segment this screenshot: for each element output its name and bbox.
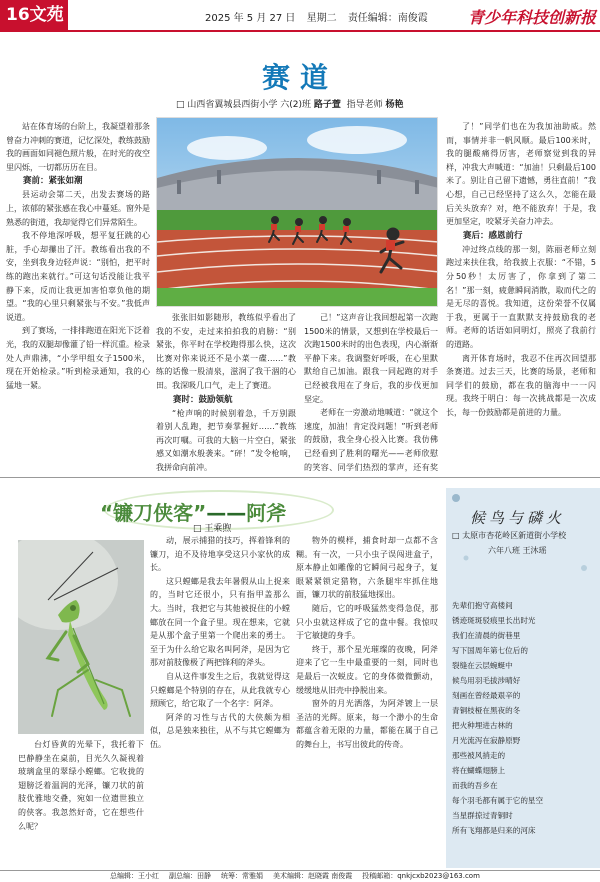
article1-column-4 [446,120,596,472]
article2-author: 王乘煦 [204,524,232,534]
article1-byline [176,97,404,110]
poem-body [452,598,596,868]
article2-column-1 [18,738,144,868]
footer-credit: 总编辑：王小红 [110,872,159,880]
mantis-photo [18,540,144,734]
poem-line: 将在蝴蝶翅膀上 [452,766,506,775]
poem-line: 先辈们抱守高楼间 [452,601,513,610]
paragraph: 阿斧的习性与古代的大侠颇为相似，总是独来独往，从不与其它螳螂为伍。 [150,712,290,749]
paragraph: 老师在一旁激动地喊道：“就这个速度，加油！肯定没问题！”听到老师的鼓励，我全身心投入比赛。我仿佛已经看到了胜利的曙光——老师欣慰的笑容、同学们热烈的掌声，还有奖 [304,408,438,472]
article2-column-2 [150,534,290,868]
paragraph: 到了赛场，一排排跑道在阳光下泛着光，我的双腿却像灌了铅一样沉重。检录处人声鼎沸，“小学甲组女子1500米，现在开始检录。”听到检录通知，我的心猛地一紧。 [6,326,150,390]
paragraph: 离开体育场时，我忍不住再次回望那条赛道。过去三天，比赛的场景，老师和同学们的鼓励，都在我的脑海中一一闪现。我终于明白：每一次挑战都是一次成长，每一份鼓励都是前进的力量。 [446,353,596,417]
paragraph: 冲过终点线的那一刻，陈丽老师立刻跑过来扶住我，给我披上衣服：“不错，5分50秒！太厉害了，你拿到了第二名！”那一刻，疲惫瞬间消散，取而代之的是无尽的喜悦。我知道，这份荣誉不仅属于我，更属于一直默默支持鼓励我的老师。老师的话语如同明灯，照亮了我前行的道路。 [446,244,596,349]
section-heading: 赛后：感恩前行 [463,230,523,241]
page-number: 16 [6,5,30,25]
poem-title: 候鸟与磷火 [470,509,566,527]
masthead-logo: 青少年科技创新报 [467,8,596,27]
article1-illustration [156,117,438,307]
page-number-badge [0,0,68,30]
header-info [205,9,436,24]
article2-title-main: “镰刀侠客” [100,501,207,525]
paragraph: 我不停地深呼吸，想平复狂跳的心脏，手心却攥出了汗。教练看出我的不安，坐到我身边轻声说：“别怕，把平时练的跑出来就行。”可这句话没能让我平静下来，反而让我更加害怕辜负他的期望。“我的心里只剩紧张与不安。”我低声说道。 [6,231,150,322]
issue-date: 2025 年 5 月 27 日 [205,13,296,24]
article2-byline [193,521,231,534]
section-heading: 赛前：紧张如潮 [23,176,83,187]
poem-line: 刻画在曾经最艰辛的 [452,691,521,700]
article1-column-1 [6,120,150,472]
poem-line: 锈迹斑斑驳痕里长出时光 [452,616,536,625]
page-header [0,0,600,32]
poem-line: 月光流泻在寂静原野 [452,736,521,745]
article1-column-2 [156,311,296,473]
article1-teacher: 杨艳 [385,100,404,110]
article2-title-dash: —— [206,501,247,525]
paragraph: 站在体育场的台阶上，我凝望着那条曾奋力冲刺的赛道，记忆深处，教练鼓励我的画面如同褪色照片般，在时光的夜空里闪烁，一切都历历在目。 [6,122,150,172]
paragraph: 自从这件事发生之后，我就觉得这只螳螂是个特别的存在，从此我就专心照顾它，给它取了一个名字：阿斧。 [150,671,290,709]
paragraph: 张张旧如影随形，教练似乎看出了我的不安，走过来拍拍我的肩膀：“别紧张，你平时在学校跑得那么快，这次比赛对你来说还不是小菜一碟……”教练的话像一股清泉，滋润了我干涸的心田。我深吸几口气，走上了赛道。 [156,313,296,390]
article1-school: 山西省翼城县西街小学 [187,100,278,110]
article2-title-sub: 阿斧 [246,501,287,525]
responsible-editor: 责任编辑：南俊霞 [347,13,428,24]
page-footer [0,870,600,882]
paragraph: “枪声响的时候别着急，千万别跟着别人乱跑，把节奏掌握好……”教练再次叮嘱。可我的大脑一片空白，紧张感又如潮水般袭来。“砰！”发令枪响，我拼命向前冲。 [156,408,296,472]
poem-line: 写下国周年第七位后的 [452,646,528,655]
poem-school: □ 太原市杏花岭区新道街小学校 [452,531,567,540]
poem-line: 我们在清晨的街巷里 [452,631,521,640]
bullet-square-icon: □ [193,524,205,534]
bullet-square-icon: □ [452,531,463,540]
article1-author: 路子萱 [313,100,341,110]
poem-line: 青铜枝桠在黑夜的冬 [452,706,521,715]
article1-title: 赛道 [261,61,338,94]
footer-credit: 投稿邮箱：qnkjcxb2023@163.com [362,872,480,880]
paragraph: 动，展示捕猎的技巧，挥着锋利的镰刀，迫不及待地享受这只小家伙的成长。 [150,536,290,573]
article1-class: 六(2)班 [280,100,312,110]
bullet-square-icon: □ [176,100,188,110]
poem-line: 每个羽毛都有属于它的星空 [452,796,544,805]
paragraph: 窗外的月光洒落，为阿斧镀上一层圣洁的光辉。原来，每一个渺小的生命都蕴含着无限的力量，都能在属于自己的舞台上，书写出彼此的传奇。 [296,699,438,749]
section-divider [0,477,600,478]
paragraph: 随后，它的呼吸猛然变得急促，那只小虫就这样成了它的盘中餐。我惊叹于它敏捷的身手。 [296,603,438,641]
paragraph: 台灯昏黄的光晕下，我托着下巴静静坐在桌前，目光久久凝视着玻璃盒里的翠绿小螳螂。它收拢的翅膀泛着温润的光泽，镰刀状的前肢优雅地交叠，宛如一位遗世独立的侠客。我忽然好奇，它在想些什么呢？ [18,740,144,831]
poem-line: 把火种埋进古林的 [452,721,513,730]
footer-credit: 美术编辑：赵晓霞 南俊霞 [273,872,353,880]
poem-line: 候鸟用羽毛拔涉晴好 [452,676,521,685]
poem-line: 所有飞翔都是归来的河床 [452,826,536,835]
paragraph: 终于，那个星光璀璨的夜晚，阿斧迎来了它一生中最重要的一刻，同时也是最后一次蜕皮。它的身体微微颤动，缓缓地从旧壳中挣脱出来。 [296,644,438,695]
article1-teacher-label: 指导老师 [346,100,383,110]
poem-line: 当星群掠过青铜时 [452,811,513,820]
issue-weekday: 星期二 [306,13,337,24]
poem-author: 六年八班 王沐瑶 [488,546,547,555]
section-heading: 赛时：鼓励领航 [173,394,233,405]
section-name: 文苑 [29,5,64,25]
article2-column-3 [296,534,438,868]
paragraph: 物外的模样，捕食时却一点都不含糊。有一次，一只小虫子误闯进盒子，原本静止如雕像的它瞬间弓起身子，复眼紧紧锁定猎物，六条腿牢牢抓住地面，镰刀状的前肢猛地探出。 [296,536,438,600]
paragraph: 己！”这声音让我回想起第一次跑1500米的情景，又想到在学校最后一次跑1500米时的出色表现，内心渐渐平静下来。我调整好呼吸，在心里默默给自己加油。跟我一同起跑的对手已经被我甩在了身后，我的步伐更加坚定。 [304,313,438,404]
footer-credit: 副总编：田静 [169,872,211,880]
paragraph: 这只螳螂是我去年暑假从山上捉来的，当时它还很小，只有指甲盖那么大。当时，我把它与其他被捉住的小螳螂放在同一个盒子里。现在想来，它就是从那个盒子里第一个爬出来的勇士。至于为什么给它取名叫阿斧，是因为它那对前肢像极了两把锋利的斧头。 [150,576,290,668]
poem-line: 裂缝在云层蜿蜒中 [452,661,513,670]
poem-line: 那些被风捎走的 [452,751,506,760]
article1-column-3 [304,311,438,473]
footer-credit: 统筹：常雅娟 [221,872,263,880]
poem-line: 而我的吾乡在 [452,781,498,790]
paragraph: 了！”同学们也在为我加油助威。然而，事情并非一帆风顺。最后100米时，我的腿酸痛得厉害，老师察觉到我的异样，冲我大声喊道：“加油！只剩最后100米了。别让自己留下遗憾，勇往直前！”我心想，自己已经坚持了这么久，怎能在最后关头放弃？对，绝不能放弃！于是，我更加坚定，咬紧牙关奋力冲去。 [446,122,596,227]
paragraph: 县运动会第二天，出发去赛场的路上，浓郁的紧张感在我心中蔓延。窗外是熟悉的街道，我却觉得它们异常陌生。 [6,190,150,227]
